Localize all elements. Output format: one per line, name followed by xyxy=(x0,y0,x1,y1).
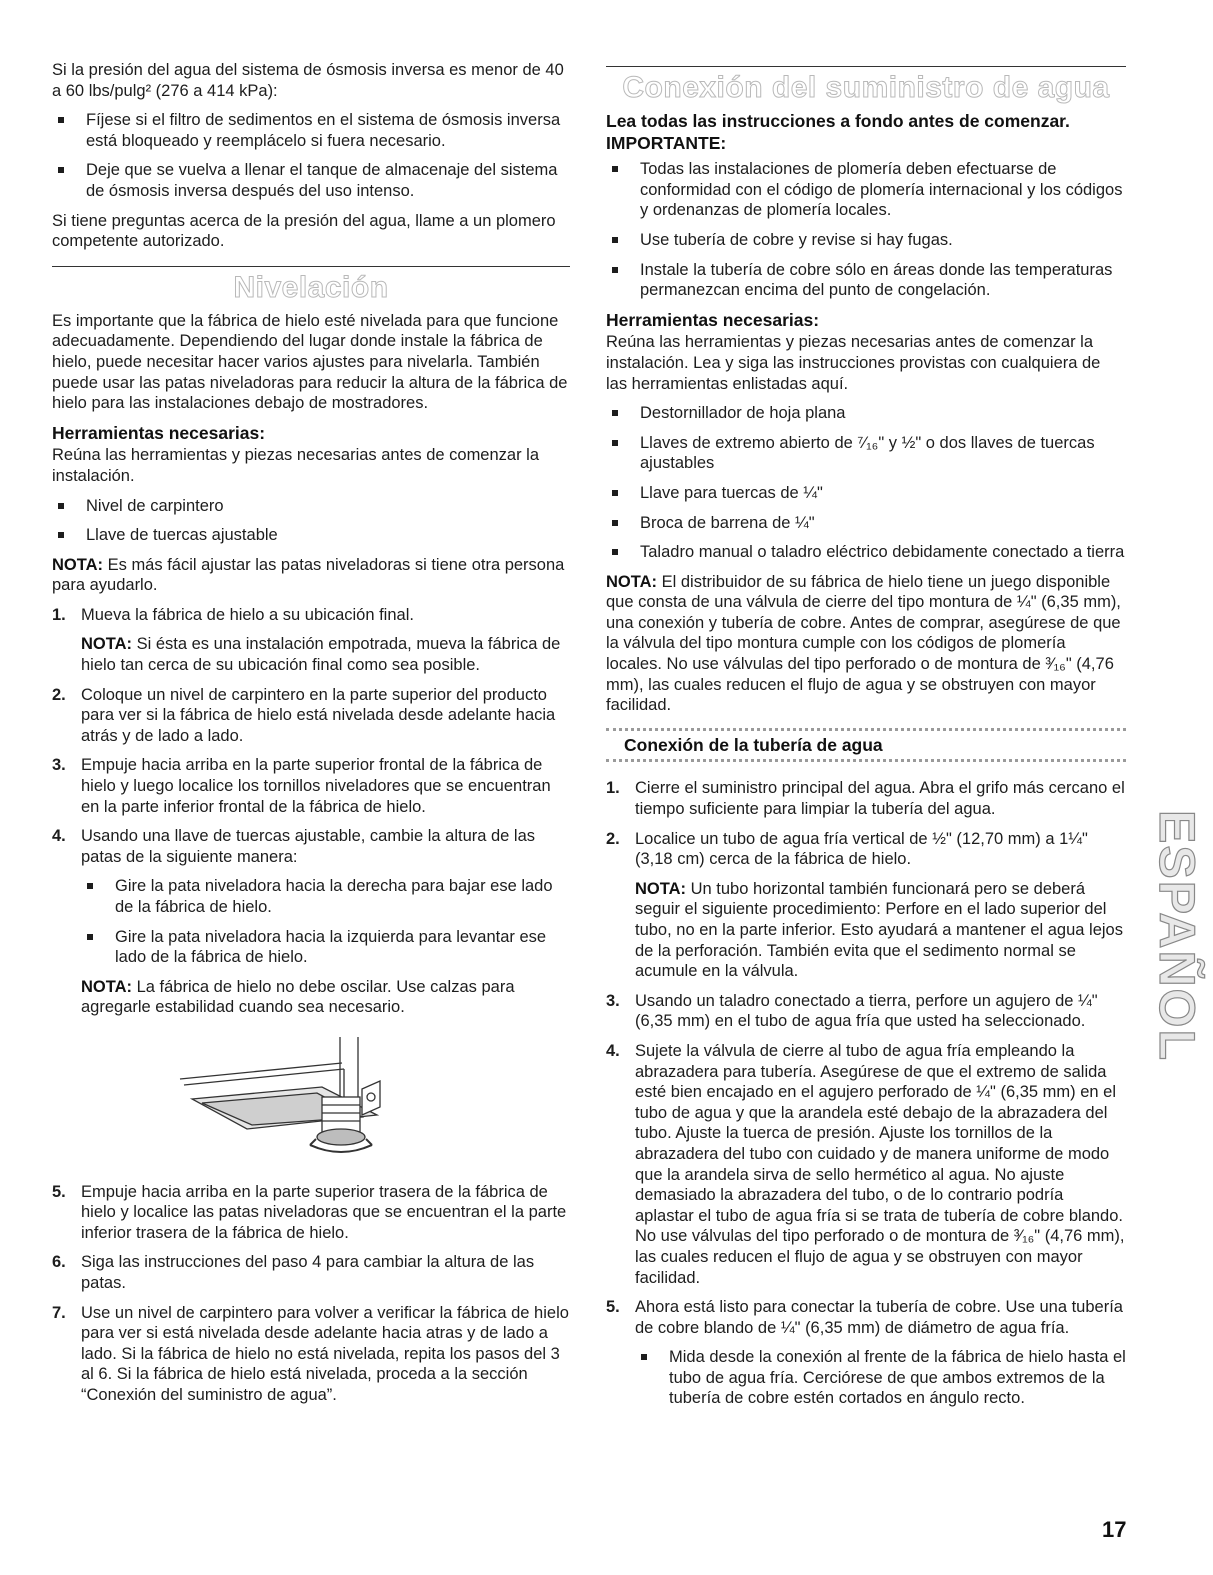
step-item: 5. Empuje hacia arriba en la parte superior trasera de la fábrica de hielo y localice las patas niveladoras que se encuentran el la parte inferior trasera de la fábrica de hielo. xyxy=(52,1182,567,1242)
tools-paragraph: Reúna las herramientas y piezas necesarias antes de comenzar la instalación. Lea y siga las instrucciones provistas con cualquiera de las herramientas enlistadas aquí. xyxy=(606,333,1101,393)
bullet-square-icon xyxy=(612,549,618,555)
list-item: Fíjese si el filtro de sedimentos en el sistema de ósmosis inversa está bloqueado y reemplácelo si fuera necesario. xyxy=(52,110,570,151)
leveling-leg-icon xyxy=(172,1027,432,1162)
bullet-square-icon xyxy=(58,503,64,509)
step-item: 4. Usando una llave de tuercas ajustable, cambie la altura de las patas de la siguiente manera: Gire la pata niveladora hacia la derecha para bajar ese lado de la fábrica de hielo. Gire la pata niveladora hacia la izquierda para levantar ese lado de la fábrica de hielo. NOTA: La fábrica de hielo no debe oscilar. Use calzas para agregarle estabilidad cuando sea necesario. xyxy=(52,826,570,1018)
language-side-tab: ESPAÑOL xyxy=(1149,810,1205,1062)
bullet-square-icon xyxy=(612,520,618,526)
nivelacion-paragraph: Es importante que la fábrica de hielo esté nivelada para que funcione adecuadamente. Dependiendo del lugar donde instale la fábrica de hielo, puede necesitar hacer varios ajustes para nivelarla. También puede usar las patas niveladoras para reducir la altura de la fábrica de hielo para las instalaciones debajo de mostradores. xyxy=(52,311,568,413)
step-item: 5. Ahora está listo para conectar la tubería de cobre. Use una tubería de cobre blando de ¼" (6,35 mm) de diámetro de agua fría. Mida desde la conexión al frente de la fábrica de hielo hasta el tubo de agua fría. Cerciórese de que ambos extremos de la tubería de cobre estén cortados en ángulo recto. xyxy=(606,1298,1126,1408)
list-item: Destornillador de hoja plana xyxy=(606,403,1126,424)
step-item: 7. Use un nivel de carpintero para volver a verificar la fábrica de hielo para ver si está nivelada desde adelante hacia atras y de lado a lado. Si la fábrica de hielo no está nivelada, repita los pasos del 3 al 6. Si la fábrica de hielo está nivelada, proceda a la sección “Conexión del suministro de agua”. xyxy=(52,1303,569,1404)
note-paragraph: NOTA: El distribuidor de su fábrica de hielo tiene un juego disponible que consta de una válvula de cierre del tipo montura de ¼" (6,35 mm), una conexión y tubería de cobre. Antes de comprar, asegúrese de que la válvula del tipo montura cumple con los códigos de plomería locales. No use válvulas del tipo perforado o de montura de ³⁄₁₆" (4,76 mm), las cuales reducen el flujo de agua y se obstruyen con mayor facilidad. xyxy=(606,572,1121,715)
step-item: 2. Localice un tubo de agua fría vertical de ½" (12,70 mm) a 1¼" (3,18 cm) cerca de la fábrica de hielo. NOTA: Un tubo horizontal también funcionará pero se deberá seguir el siguiente procedimiento: Perfore en el lado superior del tubo, no en la parte inferior. Esto ayudará a mantener el agua lejos de la perforación. También evita que el sedimento normal se acumule en la válvula. xyxy=(606,829,1123,981)
list-item: Gire la pata niveladora hacia la izquierda para levantar ese lado de la fábrica de hielo. xyxy=(81,927,570,968)
section-divider xyxy=(52,266,570,267)
note-paragraph: NOTA: Es más fácil ajustar las patas niveladoras si tiene otra persona para ayudarlo. xyxy=(52,555,565,595)
lead-instruction: Lea todas las instrucciones a fondo antes de comenzar. xyxy=(606,111,1070,131)
list-item: Mida desde la conexión al frente de la fábrica de hielo hasta el tubo de agua fría. Cerciórese de que ambos extremos de la tubería de cobre estén cortados en ángulo recto. xyxy=(635,1347,1126,1409)
step-item: 3. Empuje hacia arriba en la parte superior frontal de la fábrica de hielo y luego localice los tornillos niveladores que se encuentran en la parte inferior frontal de la fábrica de hielo. xyxy=(52,756,551,816)
step-item: 4. Sujete la válvula de cierre al tubo de agua fría empleando la abrazadera para tubería. Asegúrese de que el extremo de salida esté bien encajado en el agujero perforado de ¼" (6,35 mm) en el tubo de agua y que la arandela esté debajo de la abrazadera del tubo. Ajuste la tuerca de presión. Ajuste los tornillos de la abrazadera del tubo con cuidado y de manera uniforme de modo que la arandela sirva de sello hermético al agua. No ajuste demasiado la abrazadera del tubo, o de lo contrario podría aplastar el tubo de agua fría si se trata de tubería de cobre blando. No use válvulas del tipo perforado o de montura de ³⁄₁₆" (4,76 mm), las cuales reducen el flujo de agua y se obstruyen con mayor facilidad. xyxy=(606,1041,1125,1287)
bullet-square-icon xyxy=(641,1354,647,1360)
list-item: Llave de tuercas ajustable xyxy=(52,525,570,546)
section-divider xyxy=(606,66,1126,67)
intro-paragraph: Si la presión del agua del sistema de ósmosis inversa es menor de 40 a 60 lbs/pulg² (276 a 414 kPa): xyxy=(52,61,564,100)
bullet-square-icon xyxy=(612,410,618,416)
bullet-square-icon xyxy=(612,490,618,496)
bullet-square-icon xyxy=(612,267,618,273)
list-item: Broca de barrena de ¼" xyxy=(606,513,1126,534)
list-item: Gire la pata niveladora hacia la derecha para bajar ese lado de la fábrica de hielo. xyxy=(81,876,570,917)
intro-end-paragraph: Si tiene preguntas acerca de la presión del agua, llame a un plomero competente autorizado. xyxy=(52,211,556,251)
bullet-square-icon xyxy=(612,440,618,446)
list-item: Deje que se vuelva a llenar el tanque de almacenaje del sistema de ósmosis inversa después del uso intenso. xyxy=(52,160,570,201)
list-item: Todas las instalaciones de plomería deben efectuarse de conformidad con el código de plomería internacional y los códigos y ordenanzas de plomería locales. xyxy=(606,159,1126,221)
leveling-leg-illustration xyxy=(172,1027,570,1168)
section-title-conexion: Conexión del suministro de agua xyxy=(622,71,1110,104)
bullet-square-icon xyxy=(58,167,64,173)
tools-paragraph: Reúna las herramientas y piezas necesarias antes de comenzar la instalación. xyxy=(52,446,540,485)
bullet-square-icon xyxy=(87,934,93,940)
step-item: 3. Usando un taladro conectado a tierra, perfore un agujero de ¼" (6,35 mm) en el tubo de agua fría que usted ha seleccionado. xyxy=(606,991,1098,1031)
step-item: 1. Cierre el suministro principal del agua. Abra el grifo más cercano el tiempo suficiente para limpiar la tubería del agua. xyxy=(606,779,1125,819)
tools-heading: Herramientas necesarias: xyxy=(52,422,266,443)
step-item: 1. Mueva la fábrica de hielo a su ubicación final. NOTA: Si ésta es una instalación empotrada, mueva la fábrica de hielo tan cerca de su ubicación final como sea posible. xyxy=(52,605,561,675)
step-item: 2. Coloque un nivel de carpintero en la parte superior del producto para ver si la fábrica de hielo está nivelada desde adelante hacia atrás y de lado a lado. xyxy=(52,685,556,745)
list-item: Llave para tuercas de ¼" xyxy=(606,483,1126,504)
subsection-header-box xyxy=(606,728,1126,763)
bullet-square-icon xyxy=(612,166,618,172)
important-heading: IMPORTANTE: xyxy=(606,132,727,153)
subsection-heading: Conexión de la tubería de agua xyxy=(624,734,883,755)
bullet-square-icon xyxy=(612,237,618,243)
left-column xyxy=(52,60,570,1415)
list-item: Instale la tubería de cobre sólo en áreas donde las temperaturas permanezcan encima del punto de congelación. xyxy=(606,260,1126,301)
bullet-square-icon xyxy=(87,883,93,889)
bullet-square-icon xyxy=(58,117,64,123)
list-item: Llaves de extremo abierto de ⁷⁄₁₆" y ½" o dos llaves de tuercas ajustables xyxy=(606,433,1126,474)
section-title-nivelacion: Nivelación xyxy=(233,270,389,304)
page-number: 17 xyxy=(1102,1517,1127,1542)
list-item: Taladro manual o taladro eléctrico debidamente conectado a tierra xyxy=(606,542,1126,563)
bullet-square-icon xyxy=(58,532,64,538)
list-item: Nivel de carpintero xyxy=(52,496,570,517)
list-item: Use tubería de cobre y revise si hay fugas. xyxy=(606,230,1126,251)
step-item: 6. Siga las instrucciones del paso 4 para cambiar la altura de las patas. xyxy=(52,1253,535,1292)
right-column xyxy=(606,60,1126,1427)
tools-heading: Herramientas necesarias: xyxy=(606,309,820,330)
